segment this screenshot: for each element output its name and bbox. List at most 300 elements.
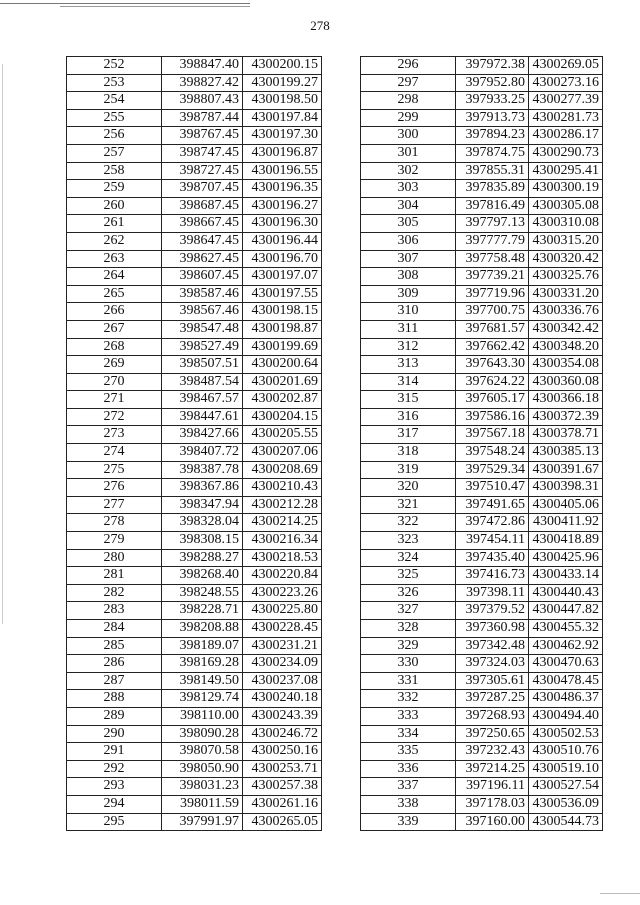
- y-coordinate-cell: 4300494.40: [529, 707, 603, 725]
- table-row: [361, 250, 603, 268]
- y-coordinate-cell: 4300223.26: [243, 584, 322, 602]
- x-coordinate-cell: 397435.40: [456, 549, 529, 567]
- table-row: [361, 743, 603, 761]
- point-number-cell: 308: [361, 268, 456, 286]
- y-coordinate-cell: 4300372.39: [529, 408, 603, 426]
- y-coordinate-cell: 4300425.96: [529, 549, 603, 567]
- y-coordinate-cell: 4300216.34: [243, 532, 322, 550]
- point-number-cell: 331: [361, 672, 456, 690]
- coordinates-table-right-body: [361, 57, 603, 831]
- x-coordinate-cell: 398070.58: [162, 743, 243, 761]
- y-coordinate-cell: 4300510.76: [529, 743, 603, 761]
- point-number-cell: 273: [67, 426, 162, 444]
- y-coordinate-cell: 4300261.16: [243, 795, 322, 813]
- x-coordinate-cell: 397454.11: [456, 532, 529, 550]
- x-coordinate-cell: 397160.00: [456, 813, 529, 831]
- x-coordinate-cell: 398627.45: [162, 250, 243, 268]
- table-row: [67, 725, 322, 743]
- x-coordinate-cell: 397232.43: [456, 743, 529, 761]
- y-coordinate-cell: 4300199.69: [243, 338, 322, 356]
- x-coordinate-cell: 397196.11: [456, 778, 529, 796]
- point-number-cell: 280: [67, 549, 162, 567]
- x-coordinate-cell: 397360.98: [456, 620, 529, 638]
- point-number-cell: 275: [67, 461, 162, 479]
- x-coordinate-cell: 398347.94: [162, 496, 243, 514]
- y-coordinate-cell: 4300391.67: [529, 461, 603, 479]
- y-coordinate-cell: 4300269.05: [529, 57, 603, 75]
- y-coordinate-cell: 4300440.43: [529, 584, 603, 602]
- x-coordinate-cell: 397972.38: [456, 57, 529, 75]
- point-number-cell: 297: [361, 74, 456, 92]
- x-coordinate-cell: 397472.86: [456, 514, 529, 532]
- x-coordinate-cell: 397548.24: [456, 444, 529, 462]
- y-coordinate-cell: 4300331.20: [529, 285, 603, 303]
- table-row: [361, 109, 603, 127]
- x-coordinate-cell: 398308.15: [162, 532, 243, 550]
- table-row: [361, 144, 603, 162]
- table-row: [361, 391, 603, 409]
- table-row: [67, 109, 322, 127]
- y-coordinate-cell: 4300198.50: [243, 92, 322, 110]
- x-coordinate-cell: 398567.46: [162, 303, 243, 321]
- y-coordinate-cell: 4300196.70: [243, 250, 322, 268]
- table-row: [361, 760, 603, 778]
- y-coordinate-cell: 4300199.27: [243, 74, 322, 92]
- y-coordinate-cell: 4300300.19: [529, 180, 603, 198]
- table-row: [67, 74, 322, 92]
- x-coordinate-cell: 397719.96: [456, 285, 529, 303]
- x-coordinate-cell: 397681.57: [456, 320, 529, 338]
- table-row: [67, 602, 322, 620]
- y-coordinate-cell: 4300265.05: [243, 813, 322, 831]
- x-coordinate-cell: 397214.25: [456, 760, 529, 778]
- x-coordinate-cell: 398288.27: [162, 549, 243, 567]
- table-row: [361, 620, 603, 638]
- y-coordinate-cell: 4300231.21: [243, 637, 322, 655]
- x-coordinate-cell: 398090.28: [162, 725, 243, 743]
- y-coordinate-cell: 4300210.43: [243, 479, 322, 497]
- y-coordinate-cell: 4300455.32: [529, 620, 603, 638]
- table-row: [67, 408, 322, 426]
- y-coordinate-cell: 4300385.13: [529, 444, 603, 462]
- point-number-cell: 319: [361, 461, 456, 479]
- point-number-cell: 316: [361, 408, 456, 426]
- table-row: [361, 479, 603, 497]
- point-number-cell: 314: [361, 373, 456, 391]
- point-number-cell: 336: [361, 760, 456, 778]
- point-number-cell: 262: [67, 232, 162, 250]
- table-row: [67, 215, 322, 233]
- point-number-cell: 306: [361, 232, 456, 250]
- point-number-cell: 286: [67, 655, 162, 673]
- point-number-cell: 332: [361, 690, 456, 708]
- table-row: [67, 496, 322, 514]
- y-coordinate-cell: 4300197.55: [243, 285, 322, 303]
- y-coordinate-cell: 4300470.63: [529, 655, 603, 673]
- point-number-cell: 291: [67, 743, 162, 761]
- point-number-cell: 270: [67, 373, 162, 391]
- point-number-cell: 315: [361, 391, 456, 409]
- x-coordinate-cell: 397529.34: [456, 461, 529, 479]
- coordinates-table-left-body: [67, 57, 322, 831]
- x-coordinate-cell: 398268.40: [162, 567, 243, 585]
- point-number-cell: 313: [361, 356, 456, 374]
- table-row: [361, 778, 603, 796]
- point-number-cell: 267: [67, 320, 162, 338]
- x-coordinate-cell: 397952.80: [456, 74, 529, 92]
- y-coordinate-cell: 4300478.45: [529, 672, 603, 690]
- point-number-cell: 276: [67, 479, 162, 497]
- table-row: [67, 532, 322, 550]
- top-rule-secondary: [60, 6, 250, 7]
- y-coordinate-cell: 4300196.35: [243, 180, 322, 198]
- y-coordinate-cell: 4300405.06: [529, 496, 603, 514]
- table-row: [361, 549, 603, 567]
- x-coordinate-cell: 398050.90: [162, 760, 243, 778]
- table-row: [361, 303, 603, 321]
- x-coordinate-cell: 398407.72: [162, 444, 243, 462]
- x-coordinate-cell: 397324.03: [456, 655, 529, 673]
- x-coordinate-cell: 397305.61: [456, 672, 529, 690]
- y-coordinate-cell: 4300240.18: [243, 690, 322, 708]
- point-number-cell: 292: [67, 760, 162, 778]
- y-coordinate-cell: 4300281.73: [529, 109, 603, 127]
- x-coordinate-cell: 397797.13: [456, 215, 529, 233]
- table-row: [67, 338, 322, 356]
- y-coordinate-cell: 4300447.82: [529, 602, 603, 620]
- point-number-cell: 327: [361, 602, 456, 620]
- point-number-cell: 252: [67, 57, 162, 75]
- y-coordinate-cell: 4300201.69: [243, 373, 322, 391]
- table-row: [361, 373, 603, 391]
- table-row: [361, 672, 603, 690]
- table-row: [67, 514, 322, 532]
- y-coordinate-cell: 4300290.73: [529, 144, 603, 162]
- point-number-cell: 298: [361, 92, 456, 110]
- table-row: [361, 197, 603, 215]
- x-coordinate-cell: 398467.57: [162, 391, 243, 409]
- y-coordinate-cell: 4300198.15: [243, 303, 322, 321]
- y-coordinate-cell: 4300305.08: [529, 197, 603, 215]
- table-row: [67, 144, 322, 162]
- x-coordinate-cell: 397624.22: [456, 373, 529, 391]
- x-coordinate-cell: 398129.74: [162, 690, 243, 708]
- x-coordinate-cell: 397700.75: [456, 303, 529, 321]
- y-coordinate-cell: 4300310.08: [529, 215, 603, 233]
- x-coordinate-cell: 398807.43: [162, 92, 243, 110]
- point-number-cell: 300: [361, 127, 456, 145]
- x-coordinate-cell: 398727.45: [162, 162, 243, 180]
- y-coordinate-cell: 4300257.38: [243, 778, 322, 796]
- x-coordinate-cell: 397250.65: [456, 725, 529, 743]
- point-number-cell: 302: [361, 162, 456, 180]
- point-number-cell: 330: [361, 655, 456, 673]
- point-number-cell: 266: [67, 303, 162, 321]
- table-row: [361, 232, 603, 250]
- x-coordinate-cell: 397758.48: [456, 250, 529, 268]
- point-number-cell: 263: [67, 250, 162, 268]
- x-coordinate-cell: 397342.48: [456, 637, 529, 655]
- table-row: [361, 532, 603, 550]
- point-number-cell: 253: [67, 74, 162, 92]
- y-coordinate-cell: 4300196.44: [243, 232, 322, 250]
- y-coordinate-cell: 4300196.27: [243, 197, 322, 215]
- point-number-cell: 287: [67, 672, 162, 690]
- point-number-cell: 311: [361, 320, 456, 338]
- table-row: [67, 549, 322, 567]
- x-coordinate-cell: 397739.21: [456, 268, 529, 286]
- point-number-cell: 338: [361, 795, 456, 813]
- y-coordinate-cell: 4300253.71: [243, 760, 322, 778]
- table-row: [361, 356, 603, 374]
- point-number-cell: 264: [67, 268, 162, 286]
- point-number-cell: 299: [361, 109, 456, 127]
- point-number-cell: 294: [67, 795, 162, 813]
- x-coordinate-cell: 398248.55: [162, 584, 243, 602]
- x-coordinate-cell: 398427.66: [162, 426, 243, 444]
- table-row: [67, 92, 322, 110]
- y-coordinate-cell: 4300295.41: [529, 162, 603, 180]
- y-coordinate-cell: 4300198.87: [243, 320, 322, 338]
- table-row: [361, 655, 603, 673]
- table-row: [361, 690, 603, 708]
- table-row: [67, 285, 322, 303]
- y-coordinate-cell: 4300527.54: [529, 778, 603, 796]
- point-number-cell: 268: [67, 338, 162, 356]
- point-number-cell: 279: [67, 532, 162, 550]
- x-coordinate-cell: 397491.65: [456, 496, 529, 514]
- y-coordinate-cell: 4300234.09: [243, 655, 322, 673]
- y-coordinate-cell: 4300536.09: [529, 795, 603, 813]
- x-coordinate-cell: 398169.28: [162, 655, 243, 673]
- x-coordinate-cell: 398667.45: [162, 215, 243, 233]
- table-row: [361, 496, 603, 514]
- coordinates-table-left: [66, 56, 322, 831]
- y-coordinate-cell: 4300250.16: [243, 743, 322, 761]
- point-number-cell: 282: [67, 584, 162, 602]
- y-coordinate-cell: 4300360.08: [529, 373, 603, 391]
- table-row: [361, 74, 603, 92]
- x-coordinate-cell: 398387.78: [162, 461, 243, 479]
- point-number-cell: 258: [67, 162, 162, 180]
- point-number-cell: 322: [361, 514, 456, 532]
- x-coordinate-cell: 397567.18: [456, 426, 529, 444]
- point-number-cell: 307: [361, 250, 456, 268]
- x-coordinate-cell: 397379.52: [456, 602, 529, 620]
- y-coordinate-cell: 4300196.87: [243, 144, 322, 162]
- x-coordinate-cell: 398110.00: [162, 707, 243, 725]
- table-row: [361, 127, 603, 145]
- point-number-cell: 274: [67, 444, 162, 462]
- point-number-cell: 335: [361, 743, 456, 761]
- y-coordinate-cell: 4300200.64: [243, 356, 322, 374]
- table-row: [361, 338, 603, 356]
- table-row: [361, 725, 603, 743]
- y-coordinate-cell: 4300544.73: [529, 813, 603, 831]
- table-row: [361, 602, 603, 620]
- point-number-cell: 269: [67, 356, 162, 374]
- x-coordinate-cell: 398447.61: [162, 408, 243, 426]
- point-number-cell: 277: [67, 496, 162, 514]
- x-coordinate-cell: 397416.73: [456, 567, 529, 585]
- table-row: [361, 461, 603, 479]
- y-coordinate-cell: 4300462.92: [529, 637, 603, 655]
- table-row: [67, 778, 322, 796]
- point-number-cell: 337: [361, 778, 456, 796]
- table-row: [67, 426, 322, 444]
- point-number-cell: 321: [361, 496, 456, 514]
- point-number-cell: 272: [67, 408, 162, 426]
- table-row: [361, 215, 603, 233]
- y-coordinate-cell: 4300214.25: [243, 514, 322, 532]
- x-coordinate-cell: 398149.50: [162, 672, 243, 690]
- x-coordinate-cell: 398687.45: [162, 197, 243, 215]
- table-row: [361, 567, 603, 585]
- x-coordinate-cell: 398328.04: [162, 514, 243, 532]
- x-coordinate-cell: 398228.71: [162, 602, 243, 620]
- table-row: [67, 197, 322, 215]
- table-row: [67, 57, 322, 75]
- point-number-cell: 293: [67, 778, 162, 796]
- top-rule: [0, 3, 250, 4]
- page-number: 278: [310, 18, 330, 33]
- point-number-cell: 281: [67, 567, 162, 585]
- y-coordinate-cell: 4300207.06: [243, 444, 322, 462]
- y-coordinate-cell: 4300519.10: [529, 760, 603, 778]
- x-coordinate-cell: 397398.11: [456, 584, 529, 602]
- point-number-cell: 271: [67, 391, 162, 409]
- table-row: [67, 813, 322, 831]
- x-coordinate-cell: 397816.49: [456, 197, 529, 215]
- x-coordinate-cell: 398767.45: [162, 127, 243, 145]
- x-coordinate-cell: 398031.23: [162, 778, 243, 796]
- x-coordinate-cell: 397586.16: [456, 408, 529, 426]
- table-row: [67, 795, 322, 813]
- x-coordinate-cell: 397913.73: [456, 109, 529, 127]
- table-row: [361, 320, 603, 338]
- y-coordinate-cell: 4300273.16: [529, 74, 603, 92]
- point-number-cell: 254: [67, 92, 162, 110]
- x-coordinate-cell: 398507.51: [162, 356, 243, 374]
- point-number-cell: 295: [67, 813, 162, 831]
- table-row: [67, 637, 322, 655]
- point-number-cell: 283: [67, 602, 162, 620]
- y-coordinate-cell: 4300366.18: [529, 391, 603, 409]
- point-number-cell: 325: [361, 567, 456, 585]
- table-row: [67, 232, 322, 250]
- x-coordinate-cell: 398367.86: [162, 479, 243, 497]
- table-row: [67, 268, 322, 286]
- x-coordinate-cell: 398847.40: [162, 57, 243, 75]
- table-row: [67, 461, 322, 479]
- x-coordinate-cell: 398527.49: [162, 338, 243, 356]
- table-row: [67, 760, 322, 778]
- point-number-cell: 285: [67, 637, 162, 655]
- table-row: [67, 567, 322, 585]
- table-row: [67, 391, 322, 409]
- x-coordinate-cell: 397643.30: [456, 356, 529, 374]
- table-row: [67, 707, 322, 725]
- x-coordinate-cell: 397662.42: [456, 338, 529, 356]
- point-number-cell: 288: [67, 690, 162, 708]
- point-number-cell: 256: [67, 127, 162, 145]
- point-number-cell: 333: [361, 707, 456, 725]
- y-coordinate-cell: 4300320.42: [529, 250, 603, 268]
- x-coordinate-cell: 398208.88: [162, 620, 243, 638]
- y-coordinate-cell: 4300336.76: [529, 303, 603, 321]
- y-coordinate-cell: 4300225.80: [243, 602, 322, 620]
- table-row: [361, 268, 603, 286]
- x-coordinate-cell: 397855.31: [456, 162, 529, 180]
- point-number-cell: 261: [67, 215, 162, 233]
- table-row: [67, 180, 322, 198]
- y-coordinate-cell: 4300486.37: [529, 690, 603, 708]
- point-number-cell: 296: [361, 57, 456, 75]
- table-row: [361, 707, 603, 725]
- point-number-cell: 259: [67, 180, 162, 198]
- table-row: [361, 408, 603, 426]
- x-coordinate-cell: 397287.25: [456, 690, 529, 708]
- y-coordinate-cell: 4300398.31: [529, 479, 603, 497]
- y-coordinate-cell: 4300228.45: [243, 620, 322, 638]
- x-coordinate-cell: 398647.45: [162, 232, 243, 250]
- y-coordinate-cell: 4300200.15: [243, 57, 322, 75]
- y-coordinate-cell: 4300433.14: [529, 567, 603, 585]
- point-number-cell: 260: [67, 197, 162, 215]
- table-row: [67, 444, 322, 462]
- table-row: [361, 584, 603, 602]
- point-number-cell: 305: [361, 215, 456, 233]
- x-coordinate-cell: 397605.17: [456, 391, 529, 409]
- y-coordinate-cell: 4300277.39: [529, 92, 603, 110]
- point-number-cell: 289: [67, 707, 162, 725]
- x-coordinate-cell: 398547.48: [162, 320, 243, 338]
- point-number-cell: 317: [361, 426, 456, 444]
- point-number-cell: 318: [361, 444, 456, 462]
- y-coordinate-cell: 4300220.84: [243, 567, 322, 585]
- y-coordinate-cell: 4300197.07: [243, 268, 322, 286]
- x-coordinate-cell: 397874.75: [456, 144, 529, 162]
- point-number-cell: 309: [361, 285, 456, 303]
- y-coordinate-cell: 4300411.92: [529, 514, 603, 532]
- y-coordinate-cell: 4300502.53: [529, 725, 603, 743]
- point-number-cell: 301: [361, 144, 456, 162]
- table-row: [67, 250, 322, 268]
- coordinates-table-right: [360, 56, 603, 831]
- y-coordinate-cell: 4300325.76: [529, 268, 603, 286]
- table-row: [361, 180, 603, 198]
- x-coordinate-cell: 397178.03: [456, 795, 529, 813]
- y-coordinate-cell: 4300243.39: [243, 707, 322, 725]
- y-coordinate-cell: 4300197.30: [243, 127, 322, 145]
- x-coordinate-cell: 397894.23: [456, 127, 529, 145]
- scan-edge-mark: [2, 64, 3, 624]
- table-row: [361, 285, 603, 303]
- point-number-cell: 329: [361, 637, 456, 655]
- table-row: [67, 620, 322, 638]
- point-number-cell: 255: [67, 109, 162, 127]
- table-row: [361, 444, 603, 462]
- y-coordinate-cell: 4300205.55: [243, 426, 322, 444]
- y-coordinate-cell: 4300342.42: [529, 320, 603, 338]
- point-number-cell: 257: [67, 144, 162, 162]
- y-coordinate-cell: 4300348.20: [529, 338, 603, 356]
- x-coordinate-cell: 398607.45: [162, 268, 243, 286]
- scan-bottom-mark: [600, 893, 640, 894]
- x-coordinate-cell: 397835.89: [456, 180, 529, 198]
- point-number-cell: 303: [361, 180, 456, 198]
- table-row: [67, 479, 322, 497]
